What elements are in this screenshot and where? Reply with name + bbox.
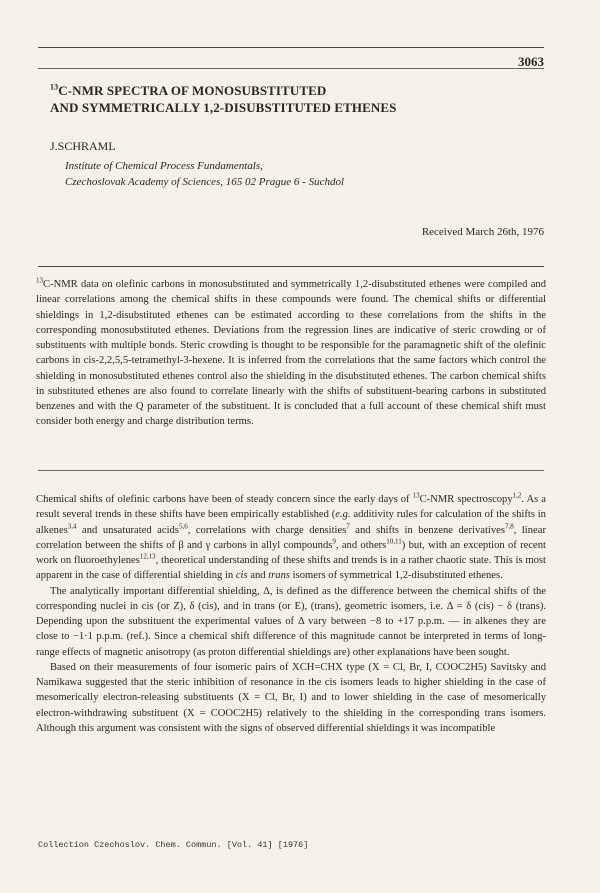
affiliation-line-1: Institute of Chemical Process Fundamentals, — [65, 160, 263, 172]
header-rule — [38, 68, 544, 69]
journal-footer: Collection Czechoslov. Chem. Commun. [Vol. 41] [1976] — [38, 840, 309, 850]
body-text — [36, 492, 546, 736]
abstract-bottom-rule — [38, 470, 544, 471]
paragraph-3: Based on their measurements of four isomeric pairs of XCH=CHX type (X = Cl, Br, I, COOC2H5) Savitsky and Namikawa suggested that the steric inhibition of resonance in the cis isomers leads to higher shielding in the case of mesomerically electron-releasing substituents (X = Cl, Br, I) and to lower shielding in the case of mesomerically electron-withdrawing substituent (X = COOC2H5) relatively to the shielding in the corresponding trans isomers. Although this argument was consistent with the signs of observed differential shieldings it was incompatible — [36, 661, 546, 734]
title-line-1: C-NMR SPECTRA OF MONOSUBSTITUTED — [58, 83, 327, 98]
abstract-isotope-mass: 13 — [36, 276, 43, 285]
title-isotope-mass: 13 — [50, 82, 59, 92]
abstract — [36, 277, 546, 430]
title-line-2: AND SYMMETRICALLY 1,2-DISUBSTITUTED ETHENES — [50, 100, 397, 115]
received-date: Received March 26th, 1976 — [421, 226, 544, 238]
paragraph-1: Chemical shifts of olefinic carbons have been of steady concern since the early days of $^{13}$C-NMR spectroscopy$^{1,2}$. As a result several trends in these shifts have been empirically established (e.g. additivity rules for calculation of the shifts in alkenes$^{3,4}$ and unsaturated acids$^{5,6}$, correlations with charge densities$^7$ and shifts in benzene derivatives$^{7,8}$, linear correlation between the shifts of β and γ carbons in allyl compounds$^9$, and others$^{10,11}$) but, with an exception of recent work on fluoroethylenes$^{12,13}$, theoretical understanding of these shifts and trends is in a rather chaotic state. This is most apparent in the case of differential shielding in cis and trans isomers of symmetrical 1,2-disubstituted ethenes. — [36, 491, 546, 582]
abstract-top-rule — [38, 266, 544, 267]
abstract-text: C-NMR data on olefinic carbons in monosubstituted and symmetrically 1,2-disubstituted ethenes were compiled and linear correlations among the chemical shifts in these compounds were found. The chemical shifts or differential shieldings in 1,2-disubstituted ethenes can be estimated according to these correlations from the shifts in the corresponding monosubstituted ethenes. Deviations from the regression lines are indicative of steric crowding or of substituents with multiple bonds. Steric crowding is thought to be responsible for the paramagnetic shift of the olefinic carbons in cis-2,2,5,5-tetramethyl-3-hexene. It is inferred from the correlations that the same factors which control the shielding in monosubstituted ethenes control also the shielding in the disubstituted ethenes. The carbon chemical shifts in substituted ethenes are also found to correlate linearly with the shifts of substituent-bearing carbons in substituted benzenes and with the Q parameter of the substituent. It is concluded that a full account of these chemical shift must consider both energy and charge distribution terms. — [36, 279, 546, 428]
affiliation — [65, 158, 344, 190]
author-name: J.SCHRAML — [50, 139, 116, 153]
paragraph-2: The analytically important differential shielding, Δ, is defined as the difference between the chemical shifts of the corresponding nuclei in cis (or Z), δ (cis), and in trans (or E), (trans), geometric isomers, i.e. Δ = δ (cis) − δ (trans). Depending upon the substituent the experimental values of Δ vary between −8 to +17 p.p.m. — in alkenes they are close to −1·1 p.p.m. (ref.). Since a chemical shift difference of this magnitude cannot be interpreted in terms of long-range effects of magnetic anisotropy (as proton differential shieldings are) other explanations have been sought. — [36, 585, 546, 658]
page-number: 3063 — [518, 54, 544, 69]
top-rule — [38, 47, 544, 48]
affiliation-line-2: Czechoslovak Academy of Sciences, 165 02 Prague 6 - Suchdol — [65, 176, 345, 188]
article-title — [50, 82, 550, 116]
